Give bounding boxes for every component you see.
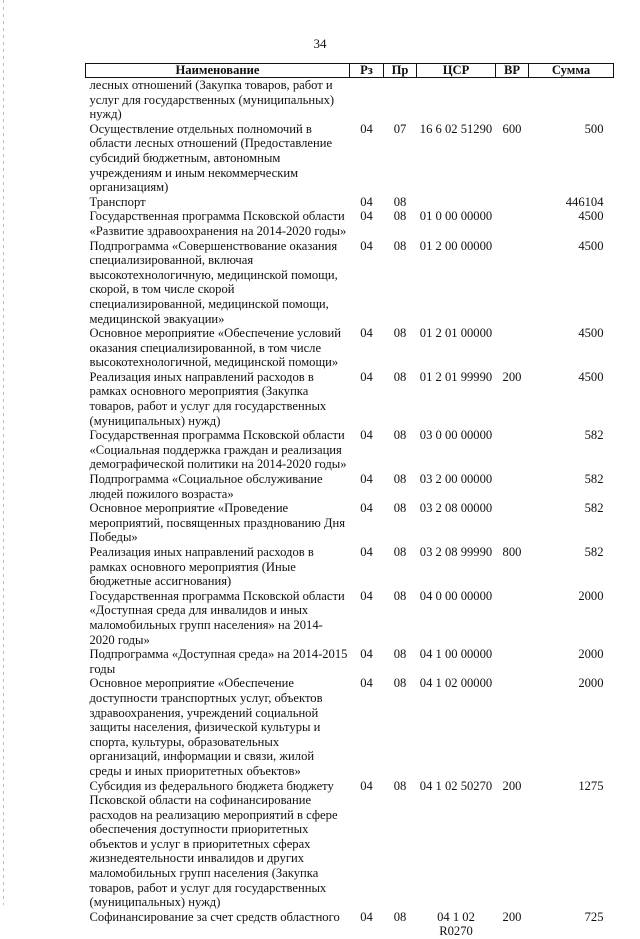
row-vr [496,209,529,238]
row-name: лесных отношений (Закупка товаров, работ и услуг для государственных (муниципальных) нужд) [89,78,335,122]
row-vr [496,676,529,778]
row-csr: 04 0 00 00000 [419,588,493,603]
row-sum: 4500 [578,369,604,384]
row-pr: 08 [393,588,407,603]
row-pr: 07 [393,121,407,136]
row-pr: 08 [393,369,407,384]
row-vr [496,472,529,501]
row-rz [350,78,384,122]
row-sum: 2000 [578,676,604,691]
row-name: Софинансирование за счет средств областного [89,909,340,924]
table-row [86,195,614,210]
row-vr: 200 [502,778,522,793]
row-pr: 08 [393,194,407,209]
row-sum: 500 [584,121,604,136]
row-vr [496,647,529,676]
row-pr: 08 [393,472,407,487]
table-row [86,647,614,676]
table-row [86,428,614,472]
row-rz: 04 [360,676,373,691]
table-row [86,779,614,910]
row-sum: 582 [584,501,604,516]
row-name: Основное мероприятие «Обеспечение условий оказания специализированной, в том числе высокотехнологичной, медицинской помощи» [89,326,341,370]
row-csr: 04 1 00 00000 [419,647,493,662]
row-sum: 2000 [578,647,604,662]
table-row [86,501,614,545]
row-rz: 04 [360,647,373,662]
row-name: Подпрограмма «Совершенствование оказания специализированной, включая высокотехнологичную, медицинской помощи, скорой, в том числе скорой специализированной, медицинской помощи, медицинской эвакуации» [89,238,338,326]
table-row [86,370,614,428]
row-rz: 04 [360,238,373,253]
header-vr: ВР [496,64,529,78]
row-pr: 08 [393,209,407,224]
row-csr: 04 1 02 R0270 [437,909,475,939]
table-row [86,326,614,370]
header-pr: Пр [384,64,417,78]
page-number: 34 [313,36,327,51]
row-rz: 04 [360,194,373,209]
row-csr: 04 1 02 00000 [419,676,493,691]
row-rz: 04 [360,326,373,341]
row-pr: 08 [393,545,407,559]
row-name: Транспорт [89,194,146,209]
row-rz: 04 [360,545,373,559]
row-vr [496,501,529,545]
row-sum: 582 [584,545,604,559]
row-sum: 725 [584,909,604,924]
scan-edge [3,0,4,905]
row-vr [496,78,529,122]
row-csr: 03 2 08 00000 [419,501,493,516]
header-csr: ЦСР [417,64,496,78]
table-row [86,78,614,122]
row-rz: 04 [360,501,373,516]
row-name: Подпрограмма «Доступная среда» на 2014-2015 годы [89,647,348,676]
row-rz: 04 [360,778,373,793]
row-name: Реализация иных направлений расходов в рамках основного мероприятия (Иные бюджетные ассигнования) [89,545,314,589]
row-pr [384,78,417,122]
row-csr: 16 6 02 51290 [419,121,493,136]
row-pr: 08 [393,326,407,341]
header-name: Наименование [86,64,350,78]
header-row [86,64,614,78]
row-csr: 03 2 08 99990 [419,545,493,559]
row-sum: 4500 [578,238,604,253]
row-name: Государственная программа Псковской области «Социальная поддержка граждан и реализация демографической политики на 2014-2020 годы» [89,428,347,472]
row-pr: 08 [393,428,407,443]
row-name: Подпрограмма «Социальное обслуживание людей пожилого возраста» [89,472,323,501]
row-name: Государственная программа Псковской области «Доступная среда для инвалидов и иных маломобильных групп населения» на 2014-2020 годы» [89,588,345,647]
row-pr: 08 [393,501,407,516]
table-row [86,239,614,327]
row-csr: 01 2 01 99990 [419,369,493,384]
row-name: Осуществление отдельных полномочий в области лесных отношений (Предоставление субсидий бюджетным, автономным учреждениям и иным некоммерческим организациям) [89,121,333,195]
table-row [86,676,614,778]
row-rz: 04 [360,909,373,924]
table-row [86,589,614,647]
row-sum: 582 [584,428,604,443]
row-vr [496,428,529,472]
row-rz: 04 [360,472,373,487]
row-sum: 2000 [578,588,604,603]
row-rz: 04 [360,588,373,603]
row-sum: 582 [584,472,604,487]
row-rz: 04 [360,428,373,443]
row-vr [496,589,529,647]
row-pr: 08 [393,676,407,691]
row-name: Основное мероприятие «Проведение мероприятий, посвященных празднованию Дня Победы» [89,501,346,545]
header-sum: Сумма [529,64,614,78]
row-pr: 08 [393,778,407,793]
row-vr [496,326,529,370]
row-name: Основное мероприятие «Обеспечение доступности транспортных услуг, объектов здравоохранения, учреждений социальной защиты населения, физической культуры и спорта, культуры, образовательных организаций, информации и связи, жилой среды и иных приоритетных объектов» [89,676,323,778]
row-csr: 04 1 02 50270 [419,778,493,793]
row-rz: 04 [360,209,373,224]
row-csr: 01 2 01 00000 [419,326,493,341]
row-pr: 08 [393,647,407,662]
row-rz: 04 [360,369,373,384]
row-vr [496,195,529,210]
row-csr: 01 2 00 00000 [419,238,493,253]
row-vr: 600 [502,121,522,136]
row-csr [417,78,496,122]
row-pr: 08 [393,909,407,924]
row-csr: 03 0 00 00000 [419,428,493,443]
row-name: Субсидия из федерального бюджета бюджету Псковской области на софинансирование расходов на реализацию мероприятий в сфере обеспечения доступности приоритетных объектов и услуг в приоритетных сферах жизнедеятельности инвалидов и других маломобильных групп населения (Закупка товаров, работ и услуг для государственных (муниципальных) нужд) [89,778,338,910]
row-pr: 08 [393,238,407,253]
row-sum: 446104 [565,194,604,209]
row-csr: 01 0 00 00000 [419,209,493,224]
row-vr: 200 [502,369,522,384]
row-sum: 1275 [578,778,604,793]
row-vr: 800 [502,545,522,559]
row-vr: 200 [502,909,522,924]
row-csr: 03 2 00 00000 [419,472,493,487]
row-sum: 4500 [578,326,604,341]
table-row [86,545,614,589]
table-row [86,472,614,501]
row-name: Государственная программа Псковской области «Развитие здравоохранения на 2014-2020 годы» [89,209,347,238]
header-rz: Рз [350,64,384,78]
table-row [86,910,614,939]
table-row [86,122,614,195]
budget-table [85,63,614,939]
row-vr [496,239,529,327]
row-name: Реализация иных направлений расходов в рамках основного мероприятия (Закупка товаров, работ и услуг для государственных (муниципальных) нужд) [89,369,327,428]
row-rz: 04 [360,121,373,136]
row-csr [417,195,496,210]
row-sum: 4500 [578,209,604,224]
row-sum [529,78,614,122]
table-row [86,209,614,238]
